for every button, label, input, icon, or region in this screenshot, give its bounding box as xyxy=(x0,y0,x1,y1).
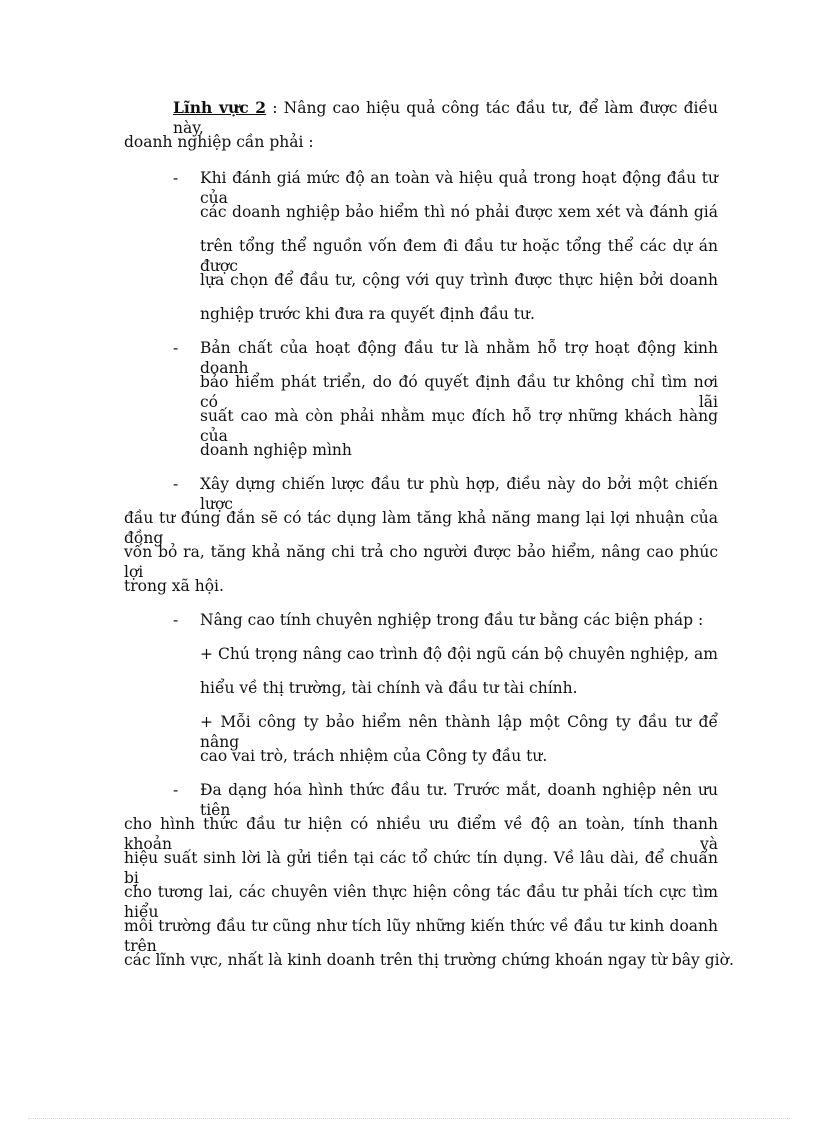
bullet1-line: nghiệp trước khi đưa ra quyết định đầu tư. xyxy=(200,305,535,323)
bullet3-line: Xây dựng chiến lược đầu tư phù hợp, điều này do bởi một chiến lược xyxy=(200,475,718,513)
bullet5-line: môi trường đầu tư cũng như tích lũy những kiến thức về đầu tư kinh doanh trên xyxy=(124,917,718,955)
bullet1-line: các doanh nghiệp bảo hiểm thì nó phải được xem xét và đánh giá xyxy=(200,203,718,221)
bullet3-line: đầu tư đúng đắn sẽ có tác dụng làm tăng khả năng mang lại lợi nhuận của đồng xyxy=(124,509,718,547)
section-heading: Lĩnh vực 2 xyxy=(173,98,267,117)
bullet5-line: các lĩnh vực, nhất là kinh doanh trên thị trường chứng khoán ngay từ bây giờ. xyxy=(124,951,734,969)
bullet5-line: cho hình thức đầu tư hiện có nhiều ưu điểm về độ an toàn, tính thanh khoản và xyxy=(124,815,718,853)
bullet4-sub2-line: cao vai trò, trách nhiệm của Công ty đầu tư. xyxy=(200,747,548,765)
bullet2-line: doanh nghiệp mình xyxy=(200,441,352,459)
bullet3-line: trong xã hội. xyxy=(124,577,224,595)
bullet2-line: suất cao mà còn phải nhằm mục đích hỗ trợ những khách hàng của xyxy=(200,407,718,445)
bullet2-line: Bản chất của hoạt động đầu tư là nhằm hỗ trợ hoạt động kinh doanh xyxy=(200,339,718,377)
bullet5-line: Đa dạng hóa hình thức đầu tư. Trước mắt, doanh nghiệp nên ưu tiên xyxy=(200,781,718,819)
bullet4-sub1-line: + Chú trọng nâng cao trình độ đội ngũ cán bộ chuyên nghiệp, am xyxy=(200,645,718,663)
bullet4-lead: Nâng cao tính chuyên nghiệp trong đầu tư bằng các biện pháp : xyxy=(200,611,704,629)
bullet5-line: cho tương lai, các chuyên viên thực hiện công tác đầu tư phải tích cực tìm hiểu xyxy=(124,883,718,921)
bullet1-line: trên tổng thể nguồn vốn đem đi đầu tư hoặc tổng thể các dự án được xyxy=(200,237,718,275)
bullet2-line: bảo hiểm phát triển, do đó quyết định đầu tư không chỉ tìm nơi có lãi xyxy=(200,373,718,411)
bullet1-line: Khi đánh giá mức độ an toàn và hiệu quả trong hoạt động đầu tư của xyxy=(200,169,718,207)
bullet-marker: - xyxy=(173,339,179,357)
bullet3-line: vốn bỏ ra, tăng khả năng chi trả cho người được bảo hiểm, nâng cao phúc lợi xyxy=(124,543,718,581)
bullet-marker: - xyxy=(173,781,179,799)
page-bottom-divider xyxy=(28,1118,790,1119)
intro-line-2: doanh nghiệp cần phải : xyxy=(124,133,314,151)
bullet4-sub1-line: hiểu về thị trường, tài chính và đầu tư tài chính. xyxy=(200,679,578,697)
bullet-marker: - xyxy=(173,475,179,493)
bullet5-line: hiệu suất sinh lời là gửi tiền tại các tổ chức tín dụng. Về lâu dài, để chuẩn bị xyxy=(124,849,718,887)
bullet4-sub2-line: + Mỗi công ty bảo hiểm nên thành lập một Công ty đầu tư để nâng xyxy=(200,713,718,751)
bullet-marker: - xyxy=(173,611,179,629)
bullet-marker: - xyxy=(173,169,179,187)
bullet1-line: lựa chọn để đầu tư, cộng với quy trình được thực hiện bởi doanh xyxy=(200,271,718,289)
intro-line-1-text: : Nâng cao hiệu quả công tác đầu tư, để làm được điều này, xyxy=(173,99,718,137)
